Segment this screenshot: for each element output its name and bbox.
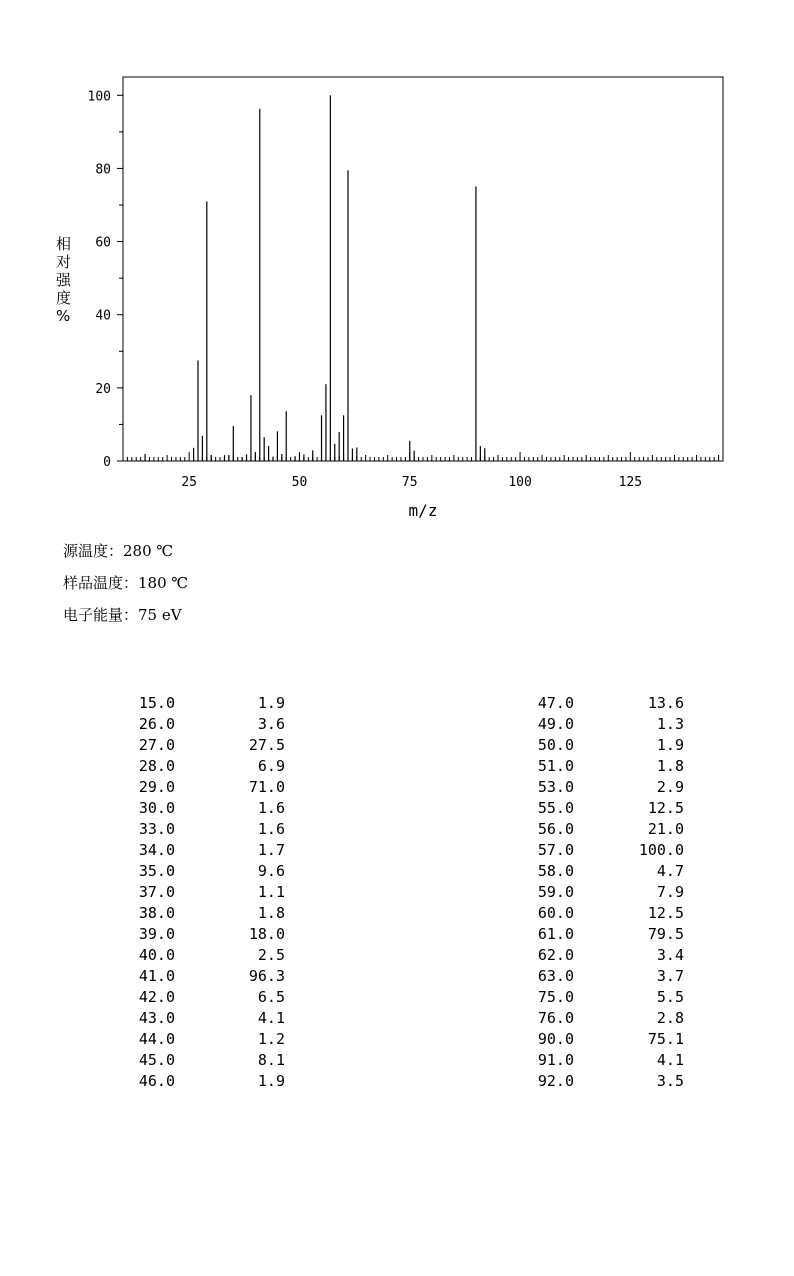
- peak-mz: 46.0: [138, 1072, 175, 1090]
- peak-mz: 41.0: [138, 967, 175, 985]
- peak-mz: 29.0: [138, 778, 175, 796]
- peak-mz: 75.0: [537, 988, 574, 1006]
- peak-mz: 63.0: [537, 967, 574, 985]
- peak-mz: 49.0: [537, 715, 574, 733]
- y-axis-label-char: %: [56, 307, 71, 325]
- peak-mz: 26.0: [138, 715, 175, 733]
- peak-intensity: 8.1: [257, 1051, 285, 1069]
- peak-intensity: 75.1: [647, 1030, 684, 1048]
- peak-mz: 44.0: [138, 1030, 175, 1048]
- electron-energy: 电子能量：75 eV: [63, 606, 182, 624]
- peak-intensity: 71.0: [248, 778, 285, 796]
- peak-intensity: 4.1: [656, 1051, 684, 1069]
- peak-mz: 34.0: [138, 841, 175, 859]
- peak-mz: 51.0: [537, 757, 574, 775]
- peak-mz: 62.0: [537, 946, 574, 964]
- peak-intensity: 13.6: [647, 694, 684, 712]
- y-tick-label: 20: [95, 381, 111, 397]
- peak-intensity: 7.9: [656, 883, 684, 901]
- peak-intensity: 1.7: [257, 841, 285, 859]
- peak-intensity: 6.9: [257, 757, 285, 775]
- peak-mz: 90.0: [537, 1030, 574, 1048]
- peak-mz: 92.0: [537, 1072, 574, 1090]
- peak-intensity: 1.6: [257, 799, 285, 817]
- peak-intensity: 21.0: [647, 820, 684, 838]
- y-tick-label: 100: [87, 89, 111, 105]
- peak-mz: 59.0: [537, 883, 574, 901]
- spectrum-peaks: [145, 95, 485, 461]
- peak-mz: 53.0: [537, 778, 574, 796]
- peak-mz: 33.0: [138, 820, 175, 838]
- y-axis-label-char: 度: [56, 289, 72, 307]
- source-temperature: 源温度：280 ℃: [63, 542, 174, 560]
- mass-spectrum-chart: [0, 0, 794, 530]
- peak-mz: 43.0: [138, 1009, 175, 1027]
- peak-intensity: 12.5: [647, 799, 684, 817]
- y-tick-label: 60: [95, 235, 111, 251]
- peak-intensity: 1.6: [257, 820, 285, 838]
- peak-intensity: 1.9: [257, 694, 285, 712]
- peak-mz: 28.0: [138, 757, 175, 775]
- y-axis-label-char: 相: [56, 235, 72, 253]
- peak-mz: 47.0: [537, 694, 574, 712]
- peak-mz: 57.0: [537, 841, 574, 859]
- peak-mz: 55.0: [537, 799, 574, 817]
- peak-mz: 60.0: [537, 904, 574, 922]
- peak-mz: 40.0: [138, 946, 175, 964]
- peak-mz: 56.0: [537, 820, 574, 838]
- peak-intensity: 4.7: [656, 862, 684, 880]
- y-tick-label: 40: [95, 308, 111, 324]
- y-tick-label: 80: [95, 162, 111, 178]
- peak-intensity: 27.5: [248, 736, 285, 754]
- peak-mz: 45.0: [138, 1051, 175, 1069]
- x-tick-label: 75: [401, 475, 418, 490]
- peak-intensity: 4.1: [257, 1009, 285, 1027]
- peak-intensity: 100.0: [638, 841, 684, 859]
- peak-intensity: 3.6: [257, 715, 285, 733]
- peak-intensity: 1.8: [656, 757, 684, 775]
- plot-frame: [123, 77, 723, 461]
- y-axis: [88, 89, 123, 470]
- peak-intensity: 5.5: [656, 988, 684, 1006]
- peak-intensity: 1.8: [257, 904, 285, 922]
- peak-intensity: 18.0: [248, 925, 285, 943]
- peak-intensity: 2.9: [656, 778, 684, 796]
- peak-intensity: 1.3: [656, 715, 684, 733]
- peak-mz: 58.0: [537, 862, 574, 880]
- peak-mz: 39.0: [138, 925, 175, 943]
- peak-intensity: 3.5: [656, 1072, 684, 1090]
- peak-mz: 42.0: [138, 988, 175, 1006]
- y-axis-label: [56, 235, 76, 325]
- peak-mz: 37.0: [138, 883, 175, 901]
- peak-intensity: 96.3: [248, 967, 285, 985]
- y-axis-label-char: 对: [56, 253, 72, 271]
- sample-temperature: 样品温度：180 ℃: [63, 574, 189, 592]
- peak-mz: 35.0: [138, 862, 175, 880]
- peak-mz: 76.0: [537, 1009, 574, 1027]
- peak-mz: 50.0: [537, 736, 574, 754]
- peak-intensity: 12.5: [647, 904, 684, 922]
- peak-intensity: 2.5: [257, 946, 285, 964]
- peak-intensity: 3.7: [656, 967, 684, 985]
- peak-intensity: 3.4: [656, 946, 684, 964]
- peak-intensity: 1.2: [257, 1030, 285, 1048]
- x-axis: [123, 452, 723, 490]
- y-axis-label-char: 强: [56, 271, 72, 289]
- x-tick-label: 50: [291, 475, 308, 490]
- y-tick-label: 0: [103, 455, 111, 470]
- peak-intensity: 6.5: [257, 988, 285, 1006]
- peak-intensity: 79.5: [647, 925, 684, 943]
- peak-mz: 27.0: [138, 736, 175, 754]
- peak-intensity: 1.9: [257, 1072, 285, 1090]
- peak-intensity: 1.9: [656, 736, 684, 754]
- peak-mz: 38.0: [138, 904, 175, 922]
- peak-intensity: 9.6: [257, 862, 285, 880]
- x-tick-label: 25: [181, 475, 198, 490]
- peak-intensity: 2.8: [656, 1009, 684, 1027]
- peak-mz: 91.0: [537, 1051, 574, 1069]
- x-axis-label: m/z: [408, 501, 438, 520]
- x-tick-label: 125: [618, 475, 643, 490]
- x-tick-label: 100: [508, 475, 532, 490]
- peak-mz: 30.0: [138, 799, 175, 817]
- peak-mz: 61.0: [537, 925, 574, 943]
- peak-intensity: 1.1: [257, 883, 285, 901]
- peak-mz: 15.0: [138, 694, 175, 712]
